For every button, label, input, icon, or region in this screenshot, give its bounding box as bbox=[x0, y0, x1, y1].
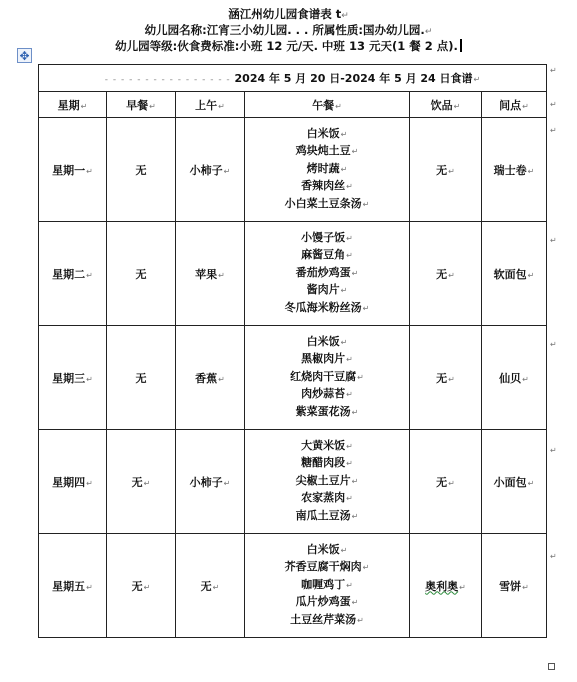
table-row bbox=[39, 430, 547, 534]
row-end-mark: ↵ bbox=[550, 100, 557, 109]
table-row bbox=[39, 534, 547, 638]
lunch-item: 白米饭↵ bbox=[306, 126, 348, 140]
lunch-item: 冬瓜海米粉丝汤↵ bbox=[284, 300, 370, 314]
table-row bbox=[39, 326, 547, 430]
lunch-item: 麻酱豆角↵ bbox=[301, 248, 353, 262]
column-header-breakfast: 早餐↵ bbox=[107, 92, 176, 118]
menu-title: 涵江州幼儿园食谱表 t↵ bbox=[228, 7, 349, 21]
table-row bbox=[39, 222, 547, 326]
table-resize-handle[interactable] bbox=[548, 663, 555, 670]
lunch-cell bbox=[245, 534, 410, 638]
lunch-item: 香辣肉丝↵ bbox=[301, 179, 353, 193]
lunch-item: 白米饭↵ bbox=[306, 542, 348, 556]
snack-cell: 瑞士卷↵ bbox=[482, 118, 547, 222]
drink-cell: 无↵ bbox=[410, 326, 482, 430]
lunch-item: 肉炒蒜苔↵ bbox=[301, 387, 353, 401]
lunch-item: 白米饭↵ bbox=[306, 334, 348, 348]
snack-cell: 雪饼↵ bbox=[482, 534, 547, 638]
table-caption: - - - - - - - - - - - - - - - - 2024 年 5 月 20 日-2024 年 5 月 24 日食谱↵ bbox=[39, 65, 547, 92]
lunch-item: 南瓜土豆汤↵ bbox=[295, 508, 359, 522]
breakfast-cell: 无 bbox=[107, 118, 176, 222]
day-cell: 星期二↵ bbox=[39, 222, 107, 326]
morning-cell: 小柿子↵ bbox=[176, 118, 245, 222]
day-cell: 星期一↵ bbox=[39, 118, 107, 222]
snack-cell: 软面包↵ bbox=[482, 222, 547, 326]
lunch-item: 小馒子饭↵ bbox=[301, 230, 353, 244]
table-row bbox=[39, 118, 547, 222]
day-cell: 星期五↵ bbox=[39, 534, 107, 638]
morning-cell: 香蕉↵ bbox=[176, 326, 245, 430]
lunch-item: 土豆丝芹菜汤↵ bbox=[290, 612, 364, 626]
lunch-cell bbox=[245, 326, 410, 430]
breakfast-cell: 无 bbox=[107, 326, 176, 430]
row-end-mark: ↵ bbox=[550, 126, 557, 135]
row-end-mark: ↵ bbox=[550, 446, 557, 455]
morning-cell: 小柿子↵ bbox=[176, 430, 245, 534]
lunch-item: 咖喱鸡丁↵ bbox=[301, 577, 353, 591]
snack-cell: 仙贝↵ bbox=[482, 326, 547, 430]
lunch-item: 烤时蔬↵ bbox=[306, 161, 348, 175]
lunch-cell bbox=[245, 430, 410, 534]
lunch-item: 黑椒肉片↵ bbox=[301, 352, 353, 366]
drink-cell: 无↵ bbox=[410, 430, 482, 534]
table-header-row bbox=[39, 92, 547, 118]
lunch-item: 大黄米饭↵ bbox=[301, 438, 353, 452]
text-cursor bbox=[460, 39, 462, 52]
column-header-day: 星期↵ bbox=[39, 92, 107, 118]
row-end-mark: ↵ bbox=[550, 66, 557, 75]
lunch-item: 酱肉片↵ bbox=[306, 283, 348, 297]
morning-cell: 无↵ bbox=[176, 534, 245, 638]
lunch-item: 红烧肉干豆腐↵ bbox=[290, 369, 364, 383]
drink-cell: 无↵ bbox=[410, 222, 482, 326]
column-header-morning: 上午↵ bbox=[176, 92, 245, 118]
lunch-cell bbox=[245, 118, 410, 222]
row-end-mark: ↵ bbox=[550, 340, 557, 349]
fee-standard-line: 幼儿园等级:伙食费标准:小班 12 元/天. 中班 13 元天(1 餐 2 点). bbox=[0, 38, 577, 54]
lunch-item: 糖醋肉段↵ bbox=[301, 456, 353, 470]
column-header-lunch: 午餐↵ bbox=[245, 92, 410, 118]
lunch-item: 农家蒸肉↵ bbox=[301, 491, 353, 505]
drink-cell: 奥利奥↵ bbox=[410, 534, 482, 638]
day-cell: 星期四↵ bbox=[39, 430, 107, 534]
lunch-item: 番茄炒鸡蛋↵ bbox=[295, 265, 359, 279]
lunch-item: 芥香豆腐干焖肉↵ bbox=[284, 560, 370, 574]
drink-cell: 无↵ bbox=[410, 118, 482, 222]
table-move-handle-icon[interactable]: ✥ bbox=[17, 48, 32, 63]
breakfast-cell: 无↵ bbox=[107, 430, 176, 534]
lunch-item: 紫菜蛋花汤↵ bbox=[295, 404, 359, 418]
row-end-mark: ↵ bbox=[550, 552, 557, 561]
breakfast-cell: 无↵ bbox=[107, 534, 176, 638]
lunch-item: 小白菜土豆条汤↵ bbox=[284, 196, 370, 210]
morning-cell: 苹果↵ bbox=[176, 222, 245, 326]
row-end-mark: ↵ bbox=[550, 236, 557, 245]
lunch-item: 瓜片炒鸡蛋↵ bbox=[295, 595, 359, 609]
lunch-cell bbox=[245, 222, 410, 326]
snack-cell: 小面包↵ bbox=[482, 430, 547, 534]
lunch-item: 尖椒土豆片↵ bbox=[295, 473, 359, 487]
kindergarten-info-line: 幼儿园名称:江宵三小幼儿园. . . 所属性质:国办幼儿园.↵ bbox=[144, 23, 433, 37]
menu-table bbox=[38, 64, 547, 638]
day-cell: 星期三↵ bbox=[39, 326, 107, 430]
breakfast-cell: 无 bbox=[107, 222, 176, 326]
lunch-item: 鸡块炖土豆↵ bbox=[295, 144, 359, 158]
column-header-drink: 饮品↵ bbox=[410, 92, 482, 118]
column-header-snack: 间点↵ bbox=[482, 92, 547, 118]
